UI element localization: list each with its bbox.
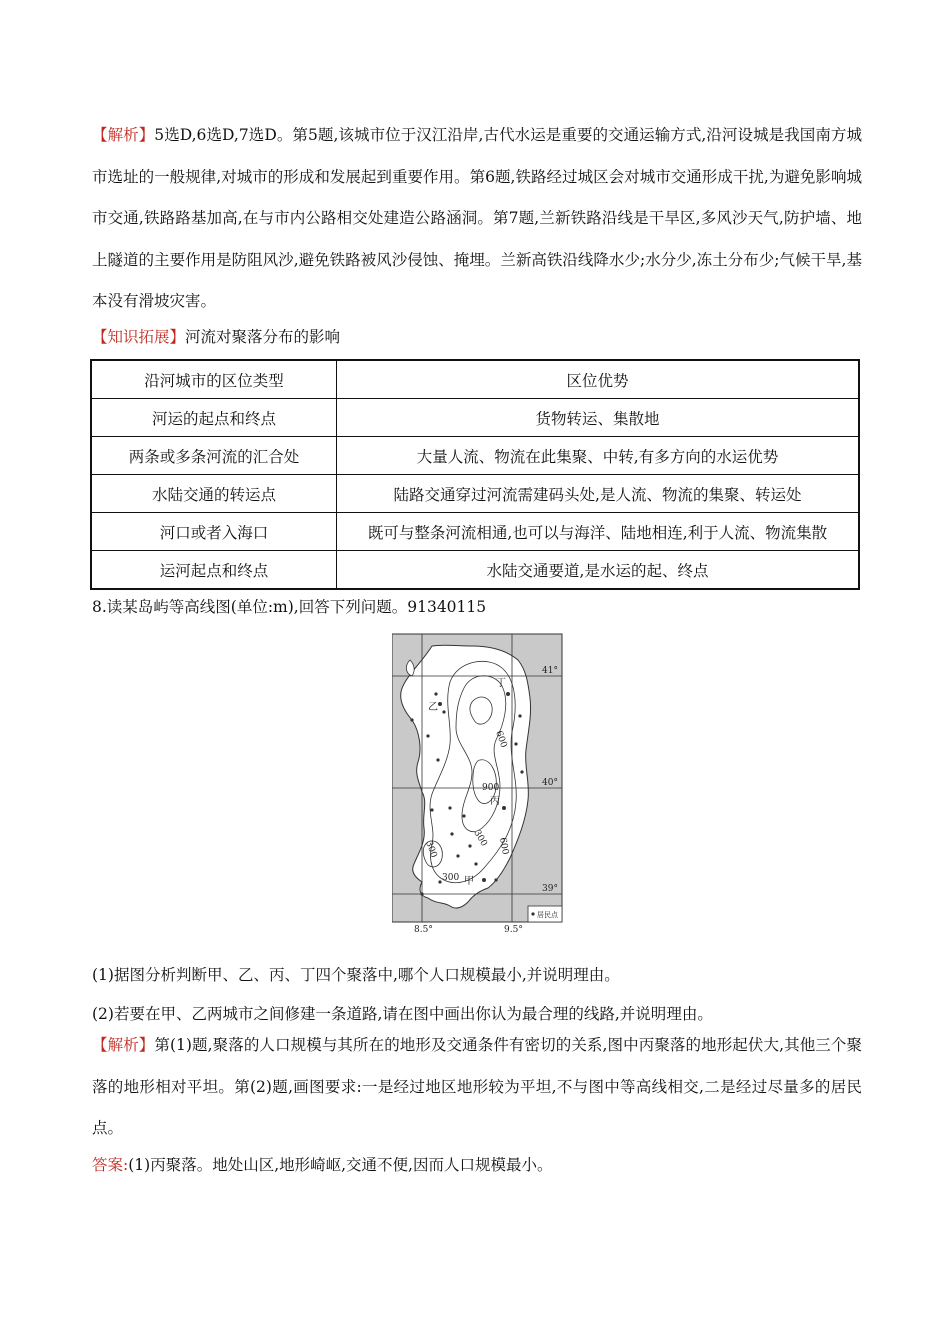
question-8-part-2: (2)若要在甲、乙两城市之间修建一条道路,请在图中画出你认为最合理的线路,并说明理由。 [92,1005,713,1023]
answer-tag: 答案: [92,1156,129,1174]
settlement-dot [434,692,437,695]
lon-label-85: 8.5° [414,925,433,934]
settlement-dot [420,892,423,895]
table-cell: 河运的起点和终点 [91,399,337,437]
contour-map-svg [392,632,568,934]
table-row [91,551,859,590]
settlement-jia-dot [482,878,486,882]
settlement-dot [514,742,517,745]
settlement-dot [518,714,521,717]
table-cell: 两条或多条河流的汇合处 [91,437,337,475]
knowledge-tag: 【知识拓展】 [92,328,186,346]
answer-line [92,1154,872,1176]
settlement-dot [410,718,413,721]
settlement-dot [448,806,451,809]
table-header-cell: 区位优势 [337,360,860,399]
contour-label-300a: 300 [471,828,489,849]
analysis-text: 5选D,6选D,7选D。第5题,该城市位于汉江沿岸,古代水运是重要的交通运输方式,沿河设城是我国南方城市选址的一般规律,对城市的形成和发展起到重要作用。第6题,铁路经过城区会对城市交通形成干扰,为避免影响城市交通,铁路路基加高,在与市内公路相交处建造公路涵洞。第7题,兰新铁路沿线是干旱区,多风沙天气,防护墙、地上隧道的主要作用是防阻风沙,避免铁路被风沙侵蚀、掩埋。兰新高铁沿线降水少;水分少,冻土分布少;气候干旱,基本没有滑坡灾害。 [92,126,862,310]
analysis-tag: 【解析】 [92,126,155,144]
answer-text: (1)丙聚落。地处山区,地形崎岖,交通不便,因而人口规模最小。 [128,1156,553,1174]
contour-label-300c: 300 [442,873,460,883]
settlement-dot [520,770,523,773]
table-row [91,513,859,551]
knowledge-title: 河流对聚落分布的影响 [185,328,341,346]
contour-label-900: 900 [482,783,500,793]
analysis-paragraph-2 [92,1025,862,1150]
analysis-text-2: 第(1)题,聚落的人口规模与其所在的地形及交通条件有密切的关系,图中丙聚落的地形起伏大,其他三个聚落的地形相对平坦。第(2)题,画图要求:一是经过地区地形较为平坦,不与图中等高线相交,二是经过尽量多的居民点。 [92,1036,862,1137]
contour-label-600a: 600 [493,729,509,750]
table-row [91,475,859,513]
settlement-dot [426,734,429,737]
table-header-cell: 沿河城市的区位类型 [91,360,337,399]
analysis-paragraph-1 [92,115,862,323]
table-cell: 运河起点和终点 [91,551,337,590]
place-label-ding: 丁 [496,678,506,689]
place-label-yi: 乙 [428,702,438,713]
analysis-tag-2: 【解析】 [92,1036,155,1054]
settlement-dot [474,862,477,865]
table-header-row [91,360,859,399]
settlement-ding-dot [506,692,510,696]
table-row [91,399,859,437]
place-label-bing: 丙 [490,796,500,807]
place-label-jia: 甲 [464,876,474,887]
table-cell: 货物转运、集散地 [337,399,860,437]
table-cell: 陆路交通穿过河流需建码头处,是人流、物流的集聚、转运处 [337,475,860,513]
lat-label-41: 41° [542,666,558,676]
settlement-dot [442,710,445,713]
question-8-part-1: (1)据图分析判断甲、乙、丙、丁四个聚落中,哪个人口规模最小,并说明理由。 [92,966,620,984]
contour-label-600b: 600 [497,836,510,856]
table-cell: 水陆交通的转运点 [91,475,337,513]
settlement-dot [468,844,471,847]
settlement-dot [462,814,465,817]
settlement-dot [450,832,453,835]
knowledge-extension-heading [92,326,872,348]
table-cell: 水陆交通要道,是水运的起、终点 [337,551,860,590]
settlement-dot [456,854,459,857]
table-cell: 河口或者入海口 [91,513,337,551]
legend-dot-icon [531,912,534,915]
table-cell: 大量人流、物流在此集聚、中转,有多方向的水运优势 [337,437,860,475]
settlement-dot [436,758,439,761]
lat-label-39: 39° [542,884,558,894]
island-contour-map [392,632,568,934]
river-settlement-table [90,359,860,590]
map-legend-label: 居民点 [537,911,558,919]
settlement-yi-dot [438,702,442,706]
question-8-title: 8.读某岛屿等高线图(单位:m),回答下列问题。91340115 [92,598,487,616]
settlement-dot [430,808,433,811]
contour-label-300b: 300 [423,839,439,860]
settlement-dot [494,878,497,881]
table-row [91,437,859,475]
lat-label-40: 40° [542,778,558,788]
lon-label-95: 9.5° [504,925,523,934]
table-cell: 既可与整条河流相通,也可以与海洋、陆地相连,利于人流、物流集散 [337,513,860,551]
settlement-bing-dot [502,806,506,810]
